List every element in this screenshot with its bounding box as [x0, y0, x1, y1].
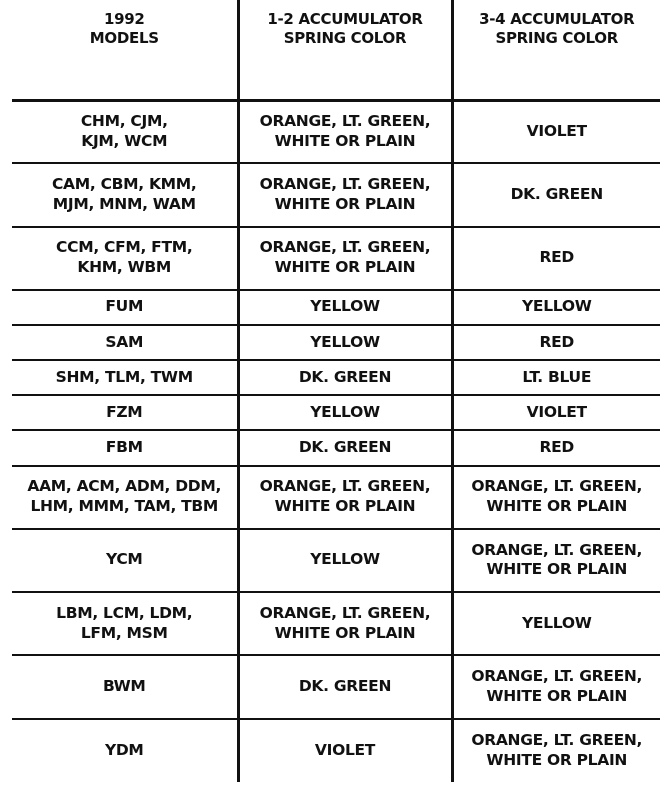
models-cell: [12, 325, 238, 360]
table-row: [12, 100, 660, 163]
cell-line: WHITE OR PLAIN: [274, 258, 416, 277]
table-row: [12, 360, 660, 395]
cell-line: YCM: [105, 550, 143, 569]
cell-line: VIOLET: [314, 740, 376, 759]
header-line: 3-4 ACCUMULATOR: [479, 10, 635, 28]
cell-line: LT. BLUE: [522, 367, 592, 386]
models-cell: [12, 163, 238, 226]
spring-12-cell: [238, 719, 452, 782]
header-line: 1992: [103, 10, 145, 28]
cell-line: RED: [539, 438, 574, 457]
cell-line: DK. GREEN: [298, 367, 392, 386]
models-cell: [12, 592, 238, 655]
table-row: [12, 655, 660, 718]
cell-line: ORANGE, LT. GREEN,: [259, 112, 431, 131]
models-cell: [12, 290, 238, 325]
cell-line: DK. GREEN: [298, 438, 392, 457]
spring-34-cell: [452, 290, 660, 325]
cell-line: WHITE OR PLAIN: [274, 623, 416, 642]
cell-line: FBM: [105, 438, 143, 457]
table-row: [12, 430, 660, 465]
header-line: SPRING COLOR: [495, 29, 618, 48]
table-body: [12, 100, 660, 782]
cell-line: DK. GREEN: [298, 677, 392, 696]
header-line: MODELS: [89, 29, 159, 48]
cell-line: LHM, MMM, TAM, TBM: [30, 497, 219, 516]
table-row: [12, 227, 660, 290]
cell-line: ORANGE, LT. GREEN,: [259, 477, 431, 496]
spring-12-cell: [238, 360, 452, 395]
models-cell: [12, 227, 238, 290]
spring-34-cell: [452, 529, 660, 592]
table-row: [12, 529, 660, 592]
cell-line: YELLOW: [310, 550, 380, 569]
spring-12-cell: [238, 529, 452, 592]
models-cell: [12, 719, 238, 782]
spring-12-cell: [238, 655, 452, 718]
spring-12-cell: [238, 325, 452, 360]
spring-34-cell: [452, 719, 660, 782]
table-row: [12, 290, 660, 325]
models-cell: [12, 360, 238, 395]
cell-line: WHITE OR PLAIN: [274, 194, 416, 213]
models-cell: [12, 466, 238, 529]
spring-34-cell: [452, 466, 660, 529]
cell-line: WHITE OR PLAIN: [486, 497, 628, 516]
cell-line: RED: [539, 332, 574, 351]
cell-line: YELLOW: [522, 613, 592, 632]
table-row: [12, 163, 660, 226]
cell-line: SAM: [105, 332, 144, 351]
cell-line: YELLOW: [310, 332, 380, 351]
spring-34-cell: [452, 395, 660, 430]
spring-34-cell: [452, 100, 660, 163]
cell-line: WHITE OR PLAIN: [274, 497, 416, 516]
cell-line: CCM, CFM, FTM,: [56, 238, 193, 257]
cell-line: YELLOW: [310, 297, 380, 316]
spring-12-cell: [238, 395, 452, 430]
header-line: 1-2 ACCUMULATOR: [267, 10, 423, 28]
cell-line: FZM: [106, 402, 143, 421]
models-cell: [12, 529, 238, 592]
cell-line: WHITE OR PLAIN: [486, 560, 628, 579]
spring-34-cell: [452, 592, 660, 655]
spring-34-cell: [452, 360, 660, 395]
header-line: SPRING COLOR: [283, 29, 407, 48]
header-models: [12, 0, 238, 100]
header-spring-12: [238, 0, 452, 100]
cell-line: ORANGE, LT. GREEN,: [471, 730, 643, 749]
cell-line: ORANGE, LT. GREEN,: [259, 238, 431, 257]
cell-line: ORANGE, LT. GREEN,: [259, 175, 431, 194]
cell-line: YDM: [104, 740, 144, 759]
spring-12-cell: [238, 100, 452, 163]
spring-12-cell: [238, 227, 452, 290]
cell-line: LBM, LCM, LDM,: [56, 603, 193, 622]
spring-34-cell: [452, 163, 660, 226]
table-row: [12, 719, 660, 782]
cell-line: DK. GREEN: [510, 184, 603, 203]
table-row: [12, 592, 660, 655]
cell-line: ORANGE, LT. GREEN,: [471, 540, 643, 559]
cell-line: MJM, MNM, WAM: [52, 194, 196, 213]
table-row: [12, 325, 660, 360]
models-cell: [12, 395, 238, 430]
cell-line: KHM, WBM: [77, 258, 172, 277]
cell-line: BWM: [102, 677, 146, 696]
spring-12-cell: [238, 466, 452, 529]
spring-12-cell: [238, 290, 452, 325]
spring-34-cell: [452, 227, 660, 290]
spring-12-cell: [238, 592, 452, 655]
cell-line: LFM, MSM: [80, 623, 168, 642]
cell-line: WHITE OR PLAIN: [486, 686, 628, 705]
cell-line: ORANGE, LT. GREEN,: [471, 667, 643, 686]
cell-line: CAM, CBM, KMM,: [51, 175, 197, 194]
cell-line: YELLOW: [522, 297, 592, 316]
spring-12-cell: [238, 430, 452, 465]
table-row: [12, 395, 660, 430]
cell-line: KJM, WCM: [81, 131, 168, 150]
cell-line: FUM: [105, 297, 144, 316]
spring-34-cell: [452, 430, 660, 465]
cell-line: YELLOW: [310, 402, 380, 421]
cell-line: WHITE OR PLAIN: [274, 131, 416, 150]
cell-line: VIOLET: [526, 402, 587, 421]
spring-34-cell: [452, 655, 660, 718]
cell-line: WHITE OR PLAIN: [486, 750, 628, 769]
header-spring-34: [452, 0, 660, 100]
table-row: [12, 466, 660, 529]
spring-12-cell: [238, 163, 452, 226]
cell-line: RED: [539, 248, 574, 267]
cell-line: CHM, CJM,: [80, 112, 168, 131]
cell-line: AAM, ACM, ADM, DDM,: [27, 477, 222, 496]
models-cell: [12, 430, 238, 465]
models-cell: [12, 655, 238, 718]
accumulator-spring-table: [12, 0, 660, 782]
cell-line: ORANGE, LT. GREEN,: [471, 477, 643, 496]
table-header: [12, 0, 660, 100]
cell-line: VIOLET: [526, 121, 587, 140]
spring-34-cell: [452, 325, 660, 360]
cell-line: ORANGE, LT. GREEN,: [259, 603, 431, 622]
models-cell: [12, 100, 238, 163]
header-row: [12, 0, 660, 100]
cell-line: SHM, TLM, TWM: [55, 367, 193, 386]
